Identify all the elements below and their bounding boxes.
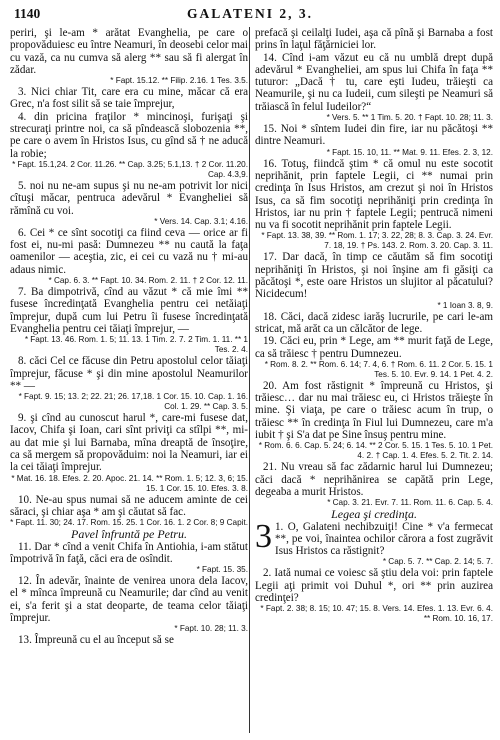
- cross-reference: * Vers. 5. ** 1 Tim. 5. 20. † Fapt. 10. 28; 11. 3.: [326, 113, 493, 123]
- column-divider: [249, 27, 250, 733]
- verse: 11. Dar * cînd a venit Chifa în Antiohia, i-am stătut împotrivă în faţă, căci era de osîndit.: [10, 540, 248, 565]
- cross-reference: * Fapt. 2. 38; 8. 15; 10. 47; 15. 8. Vers. 14. Efes. 1. 13. Evr. 6. 4. ** Rom. 10. 16, 17.: [260, 604, 493, 624]
- section-heading: Legea şi credinţa.: [331, 507, 417, 522]
- page-header: [8, 6, 492, 22]
- cross-reference: * Cap. 6. 3. ** Fapt. 10. 34. Rom. 2. 11. † 2 Cor. 12. 11.: [48, 276, 248, 286]
- verse: 4. din pricina fraţilor * mincinoşi, furişaţi şi strecuraţi printre noi, ca să pîndească slobozenia **, pe care o avem în Hristos Isus, cu gînd să † ne aducă la robie;: [10, 110, 248, 160]
- chapter-number: 3: [255, 517, 272, 555]
- cross-reference: * Rom. 8. 2. ** Rom. 6. 14; 7. 4, 6. † Rom. 6. 11. 2 Cor. 5. 15. 1 Tes. 5. 10. Evr. 9. 14. 1 Pet. 4. 2.: [264, 359, 493, 379]
- cross-reference: * Cap. 5. 7. ** Cap. 2. 14; 5. 7.: [382, 557, 493, 567]
- cross-reference: * Fapt. 11. 30; 24. 17. Rom. 15. 25. 1 Cor. 16. 1. 2 Cor. 8; 9 Capit.: [10, 518, 248, 528]
- verse: 15. Noi * sîntem Iudei din fire, iar nu păcătoşi ** dintre Neamuri.: [255, 123, 493, 148]
- cross-reference: * Fapt. 13. 38, 39. ** Rom. 1. 17; 3. 22, 28; 8. 3. Cap. 3. 24. Evr. 7. 18, 19. † Ps. 143. 2. Rom. 3. 20. Cap. 3. 11.: [261, 231, 493, 251]
- verse: 20. Am fost răstignit * împreună cu Hristos, şi trăiesc… dar nu mai trăiesc eu, ci Hristos trăieşte în mine. Şi viaţa, pe care o trăiesc acum în trup, o trăiesc ** în credinţa în Fiul lui Dumnezeu, care m'a iubit † şi S'a dat pe Sine însuş pentru mine.: [255, 379, 493, 442]
- page-number: 1140: [14, 6, 41, 21]
- verse: 2. Iată numai ce voiesc să ştiu dela voi: prin faptele Legii aţi primit voi Duhul *, ori ** prin auzirea credinţei?: [255, 567, 493, 604]
- cross-reference: * Mat. 16. 18. Efes. 2. 20. Apoc. 21. 14. ** Rom. 1. 5; 12. 3, 6; 15. 15. 1 Cor. 15. 10. Efes. 3. 8.: [11, 473, 248, 493]
- cross-reference: * Vers. 14. Cap. 3.1; 4.16.: [154, 216, 248, 226]
- verse: 14. Cînd i-am văzut eu că nu umblă drept după adevărul * Evangheliei, am spus lui Chifa în faţa ** tuturor: „Dacă † tu, care eşti Iudeu, trăieşti ca Neamurile, şi nu ca Iudeii, cum sileşti pe Neamuri să trăiască în felul Iudeilor?“: [255, 51, 493, 113]
- verse: 16. Totuş, fiindcă ştim * că omul nu este socotit neprihănit, prin faptele Legii, ci ** numai prin credinţa în Isus Hristos, am crezut şi noi în Hristos Isus, ca să fim socotiţi neprihăniţi prin credinţa în Hristos, iar nu prin † faptele Legii; pentrucă nimeni nu va fi socotit neprihănit prin faptele Legii.: [255, 157, 493, 232]
- cross-reference: * Fapt. 15. 10, 11. ** Mat. 9. 11. Efes. 2. 3, 12.: [326, 147, 493, 157]
- cross-reference: * Rom. 6. 6. Cap. 5. 24; 6. 14. ** 2 Cor. 5. 15. 1 Tes. 5. 10. 1 Pet. 4. 2. † Cap. 1. 4. Efes. 5. 2. Tit. 2. 14.: [258, 441, 493, 461]
- section-heading: Pavel înfruntă pe Petru.: [71, 527, 187, 542]
- cross-reference: * Fapt. 15.12. ** Filip. 2.16. 1 Tes. 3.5.: [110, 76, 248, 86]
- verse: 18. Căci, dacă zidesc iarăş lucrurile, pe cari le-am stricat, mă arăt ca un călcător de lege.: [255, 310, 493, 335]
- chapter-start: [255, 517, 493, 558]
- verse: 6. Cei * ce sînt socotiţi ca fiind ceva — orice ar fi fost ei, nu-mi pasă: Dumnezeu ** nu caută la faţa oamenilor — aceştia, zic, ei cei cu vază nu † mi-au adaus nimic.: [10, 226, 248, 276]
- cross-reference: * Fapt. 9. 15; 13. 2; 22. 21; 26. 17,18. 1 Cor. 15. 10. Cap. 1. 16. Col. 1. 29. ** Cap. 3. 5.: [18, 392, 248, 412]
- cross-reference: * Fapt. 15.1,24. 2 Cor. 11.26. ** Cap. 3.25; 5.1,13. † 2 Cor. 11.20. Cap. 4.3,9.: [12, 159, 248, 179]
- verse: 7. Ba dimpotrivă, cînd au văzut * că mie îmi ** fusese încredinţată Evanghelia pentru cei netăiaţi împrejur, după cum lui Petru îi fusese încredinţată Evanghelia pentru cei tăiaţi împrejur, —: [10, 286, 248, 335]
- verse-continuation: periri, şi le-am * arătat Evanghelia, pe care o propovăduiesc eu între Neamuri, în deosebi celor mai cu vază, ca nu cumva să alerg ** sau să fi alergat în zădar.: [10, 27, 248, 76]
- verse: 13. Împreună cu el au început să se: [18, 634, 174, 647]
- verse: 9. şi cînd au cunoscut harul *, care-mi fusese dat, Iacov, Chifa şi Ioan, cari sînt priviţi ca stîlpi **, mi-au dat mie şi lui Barnaba, mîna dreaptă de însoţire, ca să mergem să propovăduim: noi la Neamuri, iar ei la cei tăiaţi împrejur.: [10, 412, 248, 474]
- verse: 12. În adevăr, înainte de venirea unora dela Iacov, el * mînca împreună cu Neamurile; dar cînd au venit ei, s'a ferit şi a stat deoparte, de teama celor tăiaţi împrejur.: [10, 575, 248, 624]
- cross-reference: * Cap. 3. 21. Evr. 7. 11. Rom. 11. 6. Cap. 5. 4.: [327, 498, 493, 508]
- verse: 8. căci Cel ce făcuse din Petru apostolul celor tăiaţi împrejur, făcuse * şi din mine apostolul Neamurilor ** —: [10, 355, 248, 392]
- cross-reference: * Fapt. 13. 46. Rom. 1. 5; 11. 13. 1 Tim. 2. 7. 2 Tim. 1. 11. ** 1 Tes. 2. 4.: [24, 335, 248, 355]
- left-column: [10, 27, 248, 735]
- verse: 5. noi nu ne-am supus şi nu ne-am potrivit lor nici cîtuşi măcar, pentruca adevărul * Evangheliei să rămînă cu voi.: [10, 179, 248, 217]
- verse: 10. Ne-au spus numai să ne aducem aminte de cei săraci, şi chiar aşa * am şi căutat să fac.: [10, 493, 248, 518]
- verse: 19. Căci eu, prin * Lege, am ** murit faţă de Lege, ca să trăiesc † pentru Dumnezeu.: [255, 335, 493, 360]
- cross-reference: * 1 Ioan 3. 8, 9.: [437, 300, 493, 310]
- cross-reference: * Fapt. 15. 35.: [196, 565, 248, 575]
- verse-text: 1. O, Galateni nechibzuiţi! Cine * v'a fermecat **, pe voi, înaintea ochilor cărora a fost zugrăvit Isus Hristos ca răstignit?: [275, 520, 493, 558]
- cross-reference: * Fapt. 10. 28; 11. 3.: [174, 624, 248, 634]
- verse: 21. Nu vreau să fac zădarnic harul lui Dumnezeu; căci dacă * neprihănirea se capătă prin Lege, degeaba a murit Hristos.: [255, 461, 493, 498]
- verse-continuation: prefacă şi ceilalţi Iudei, aşa că pînă şi Barnaba a fost prins în laţul făţărniciei lor.: [255, 27, 493, 52]
- verse: 3. Nici chiar Tit, care era cu mine, măcar că era Grec, n'a fost silit să se taie împrejur,: [10, 86, 248, 111]
- running-title: GALATENI 2, 3.: [186, 6, 313, 21]
- right-column: [255, 27, 493, 735]
- verse: 17. Dar dacă, în timp ce căutăm să fim socotiţi neprihăniţi în Hristos, şi noi înşine am fi găsiţi ca păcătoşi *, este oare Hristos un slujitor al păcatului? Nicidecum!: [255, 251, 493, 301]
